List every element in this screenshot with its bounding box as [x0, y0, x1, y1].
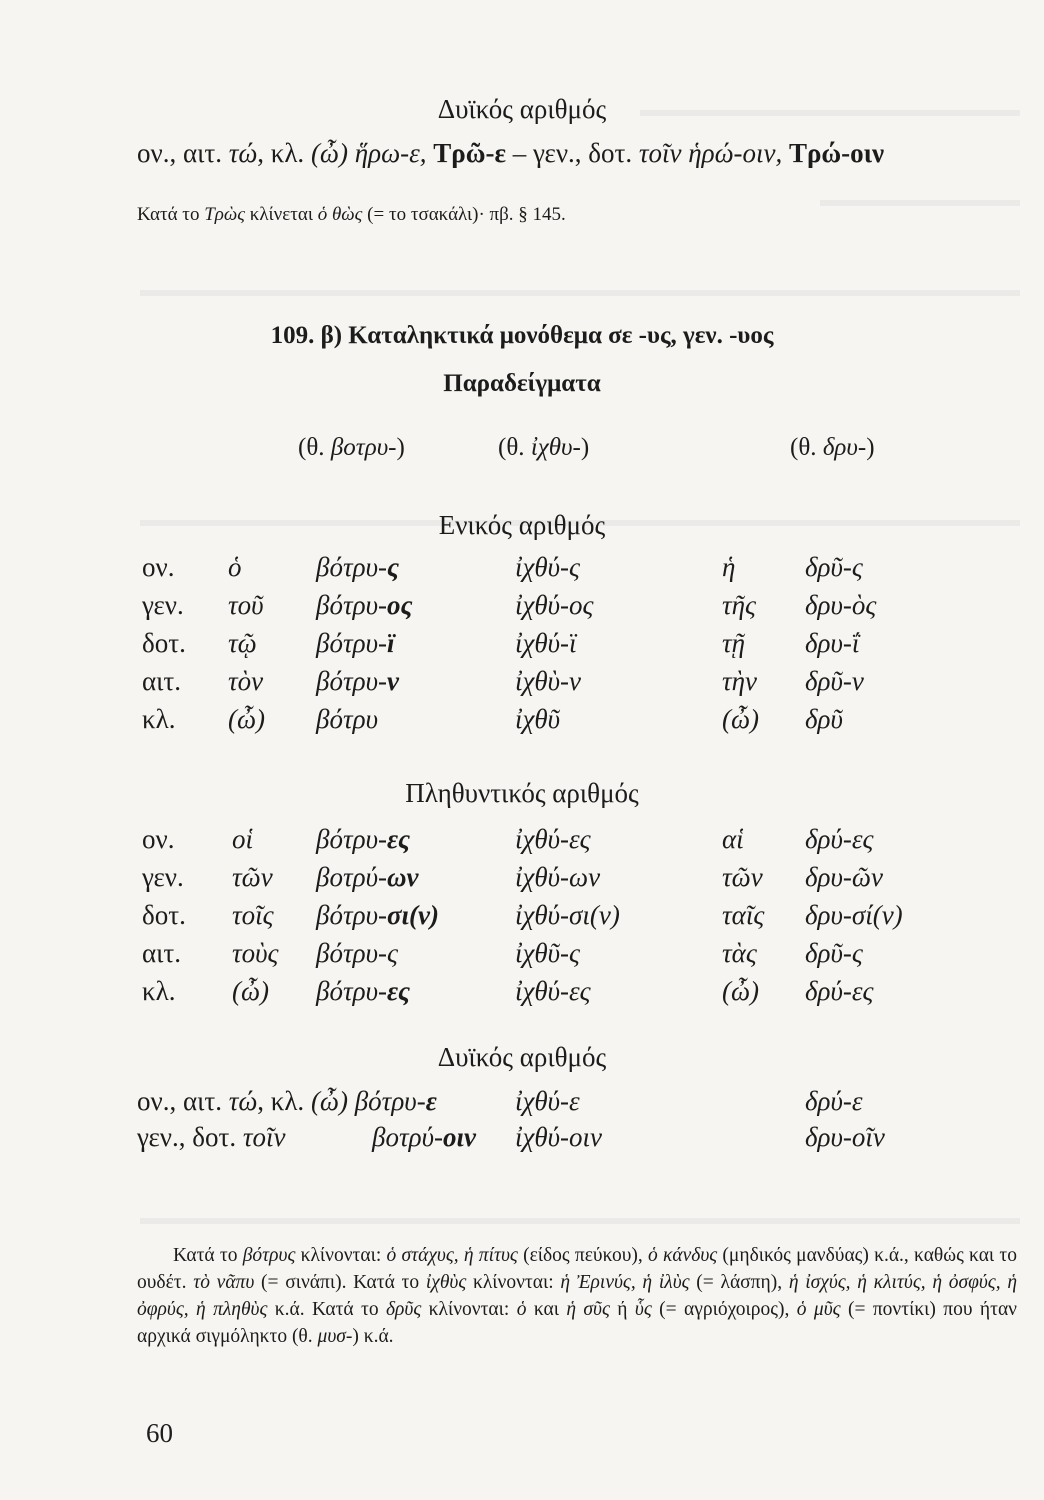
form-drys: δρυ-σί(ν)	[805, 900, 903, 930]
plural-heading: Πληθυντικός αριθμός	[405, 778, 639, 808]
form-botrys: βότρυ-ες	[316, 824, 411, 854]
form-drys: δρυ-ῶν	[805, 862, 883, 892]
form-drys: δρύ-ες	[805, 976, 874, 1006]
form-drys: δρύ-ες	[805, 824, 874, 854]
case-label: δοτ.	[142, 900, 186, 930]
article: τὸν	[228, 666, 264, 696]
form-ichthys: ἰχθύ-ες	[515, 824, 591, 854]
form-ichthys: ἰχθῦ-ς	[515, 938, 580, 968]
form-botrys: βότρυ-ς	[316, 938, 398, 968]
form-botrys: βότρυ-ς	[316, 552, 400, 582]
stem-ichthy: (θ. ἰχθυ-)	[498, 434, 590, 461]
form-drys: δρῦ-ς	[805, 552, 863, 582]
article: οἱ	[232, 824, 254, 854]
case-label: αιτ.	[142, 666, 182, 696]
form-botrys: βότρυ-ϊ	[316, 628, 395, 658]
form-botrys: βότρυ-ες	[316, 976, 411, 1006]
article: (ὦ)	[228, 704, 266, 734]
section-subheading: Παραδείγματα	[443, 370, 601, 397]
form-drys: δρῦ-ν	[805, 666, 864, 696]
singular-heading: Ενικός αριθμός	[438, 510, 606, 540]
dual-row-nom-acc: ον., αιτ. τώ, κλ. (ὦ) βότρυ-ε	[137, 1086, 437, 1116]
case-label: ον.	[142, 824, 175, 854]
dual-heading: Δυϊκός αριθμός	[437, 1042, 607, 1072]
form-ichthys: ἰχθύ-σι(ν)	[515, 900, 620, 930]
form-ichthys: ἰχθῦ	[515, 704, 561, 734]
form-ichthys: ἰχθύ-ς	[515, 552, 580, 582]
bleed-through-text	[140, 290, 1020, 296]
form-drys: δρυ-ὸς	[805, 590, 877, 620]
article: τὰς	[722, 938, 757, 968]
form-ichthys: ἰχθύ-ων	[515, 862, 601, 892]
note-tros: Κατά το Τρὼς κλίνεται ὁ θὼς (= το τσακάλι)· πβ. § 145.	[137, 204, 566, 225]
dual-ichthys-2: ἰχθύ-οιν	[515, 1122, 603, 1152]
dual-drys-1: δρύ-ε	[805, 1086, 863, 1116]
form-ichthys: ἰχθύ-ος	[515, 590, 594, 620]
form-drys: δρῦ-ς	[805, 938, 863, 968]
article: τῷ	[228, 628, 257, 658]
section-heading: 109. β) Καταληκτικά μονόθεμα σε -υς, γεν. -υος	[270, 322, 774, 349]
article: τὴν	[722, 666, 758, 696]
dual-ichthys-1: ἰχθύ-ε	[515, 1086, 580, 1116]
dual-drys-2: δρυ-οῖν	[805, 1122, 885, 1152]
article: ὁ	[228, 552, 242, 582]
dual-row-gen-dat: γεν., δοτ. τοῖν	[137, 1122, 286, 1152]
form-drys: δρυ-ΐ	[805, 628, 860, 658]
article: αἱ	[722, 824, 744, 854]
stem-dry: (θ. δρυ-)	[790, 434, 875, 461]
case-label: δοτ.	[142, 628, 186, 658]
stem-botry: (θ. βοτρυ-)	[298, 434, 405, 461]
article: τοὺς	[232, 938, 279, 968]
case-label: γεν.	[142, 862, 184, 892]
case-label: ον.	[142, 552, 175, 582]
article: τῶν	[232, 862, 273, 892]
form-drys: δρῦ	[805, 704, 843, 734]
page-number: 60	[146, 1418, 173, 1448]
form-botrys: βότρυ	[316, 704, 378, 734]
article: ταῖς	[722, 900, 765, 930]
dual-forms-line: ον., αιτ. τώ, κλ. (ὦ) ἥρω-ε, Τρῶ-ε – γεν., δοτ. τοῖν ἡρώ-οιν, Τρώ-οιν	[137, 138, 885, 168]
case-label: κλ.	[142, 704, 176, 734]
article: (ὦ)	[722, 976, 760, 1006]
article: (ὦ)	[722, 704, 760, 734]
form-ichthys: ἰχθύ-ϊ	[515, 628, 577, 658]
case-label: γεν.	[142, 590, 184, 620]
footnote-paragraph: Κατά το βότρυς κλίνονται: ὁ στάχυς, ἡ πίτυς (είδος πεύκου), ὁ κάνδυς (μηδικός μανδύας) κ.ά., καθώς και το ουδέτ. τὸ νᾶπυ (= σινάπι). Κατά το ἰχθὺς κλίνονται: ἡ Ἐρινύς, ἡ ἰλὺς (= λάσπη), ἡ ἰσχύς, ἡ κλιτύς, ἡ ὀσφύς, ἡ ὀφρύς, ἡ πληθὺς κ.ά. Κατά το δρῦς κλίνονται: ὁ και ἡ σῦς ή ὗς (= αγριόχοιρος), ὁ μῦς (= ποντίκι) που ήταν αρχικά σιγμόληκτο (θ. μυσ-) κ.ά.	[137, 1245, 1017, 1347]
form-ichthys: ἰχθύ-ες	[515, 976, 591, 1006]
case-label: αιτ.	[142, 938, 182, 968]
bleed-through-text	[820, 200, 1020, 206]
form-botrys: βοτρύ-ων	[316, 862, 419, 892]
case-label: κλ.	[142, 976, 176, 1006]
form-botrys: βότρυ-σι(ν)	[316, 900, 439, 930]
dual-botrys-2: βοτρύ-οιν	[372, 1122, 476, 1152]
article: τοῖς	[232, 900, 274, 930]
form-ichthys: ἰχθὺ-ν	[515, 666, 582, 696]
dual-heading-top: Δυϊκός αριθμός	[437, 94, 607, 124]
bleed-through-text	[140, 1218, 1020, 1224]
form-botrys: βότρυ-ος	[316, 590, 413, 620]
article: τῆς	[722, 590, 757, 620]
article: τῶν	[722, 862, 763, 892]
article: (ὦ)	[232, 976, 270, 1006]
article: ἡ	[722, 552, 736, 582]
article: τοῦ	[228, 590, 264, 620]
form-botrys: βότρυ-ν	[316, 666, 399, 696]
article: τῇ	[722, 628, 746, 658]
